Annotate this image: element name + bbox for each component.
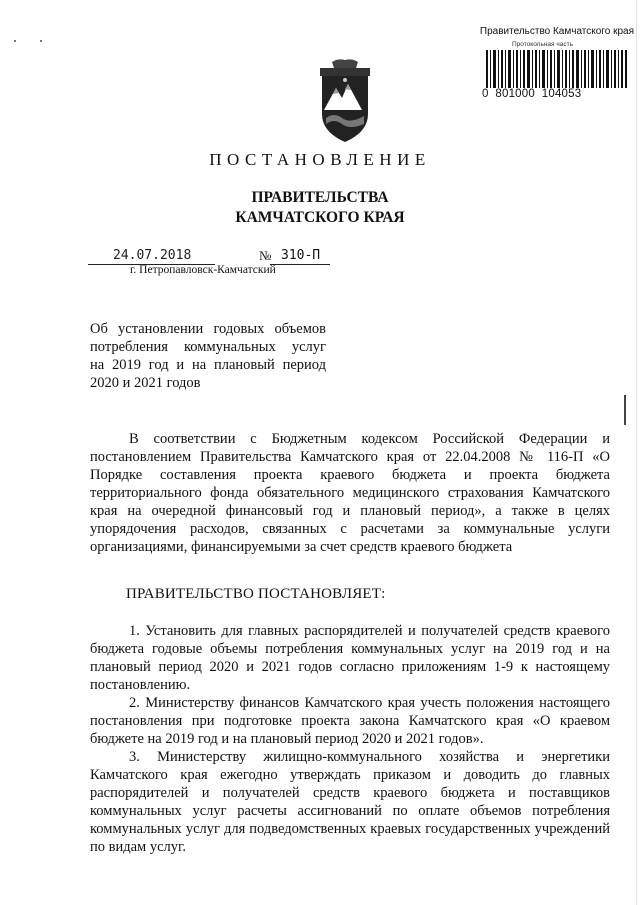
resolution-point: 3. Министерству жилищно-коммунального хозяйства и энергетики Камчатского края ежегодно утверждать приказом и доводить до главных распорядителей и получателей средств краевого бюджета и поставщиков коммунальных услуг расчеты ассигнований по оплате объемов потребления коммунальных услуг для подведомственных краевых государственных учреждений по видам услуг. — [90, 749, 610, 855]
page-edge — [636, 0, 637, 905]
barcode-caption: Протокольная часть — [512, 41, 573, 48]
preamble-paragraph: В соответствии с Бюджетным кодексом Российской Федерации и постановлением Правительства Камчатского края от 22.04.2008 № 116-П «О Порядке составления проекта краевого бюджета и проекта бюджета территориального фонда обязательного медицинского страхования Камчатского края на очередной финансовый год и плановый период», а также в целях упорядочения расходов, связанных с расчетами за коммунальные услуги организациями, финансируемыми за счет средств краевого бюджета — [90, 431, 610, 555]
document-number: 310-П — [281, 248, 321, 263]
subject-line: 2020 и 2021 годов — [90, 375, 201, 391]
document-city: г. Петропавловск-Камчатский — [130, 264, 276, 276]
document-date: 24.07.2018 — [113, 248, 192, 263]
resolution-point: 1. Установить для главных распорядителей и получателей средств краевого бюджета годовые объемы потребления коммунальных услуг на 2019 год и на плановый период 2020 и 2021 годов согласно приложениям 1-9 к настоящему постановлению. — [90, 623, 610, 693]
resolution-point: 2. Министерству финансов Камчатского края учесть положения настоящего постановления при подготовке проекта закона Камчатского края «О краевом бюджете на 2019 год и на плановый период 2020 и 2021 годов». — [90, 695, 610, 747]
kamchatka-coat-of-arms-emblem — [316, 58, 374, 144]
issuer-line-1: ПРАВИТЕЛЬСТВА — [251, 189, 389, 206]
stamp-organization: Правительство Камчатского края — [479, 26, 634, 37]
subject-line: потребления коммунальных услуг — [90, 339, 326, 355]
scan-mark — [624, 395, 626, 425]
number-sign: № — [259, 248, 272, 263]
document-subject — [90, 320, 326, 392]
scan-dot — [40, 40, 42, 42]
issuer-line-2: КАМЧАТСКОГО КРАЯ — [235, 209, 405, 226]
subject-line: на 2019 год и на плановый период — [90, 357, 326, 373]
subject-line: Об установлении годовых объемов — [90, 321, 326, 337]
resolution-heading: ПРАВИТЕЛЬСТВО ПОСТАНОВЛЯЕТ: — [126, 586, 386, 602]
resolution-points — [90, 622, 610, 856]
document-type: ПОСТАНОВЛЕНИЕ — [209, 150, 431, 169]
issuer — [0, 188, 640, 228]
barcode-number: 0 801000 104053 — [482, 88, 582, 100]
number-underline — [270, 264, 330, 265]
scan-dot — [14, 40, 16, 42]
preamble — [90, 430, 610, 556]
